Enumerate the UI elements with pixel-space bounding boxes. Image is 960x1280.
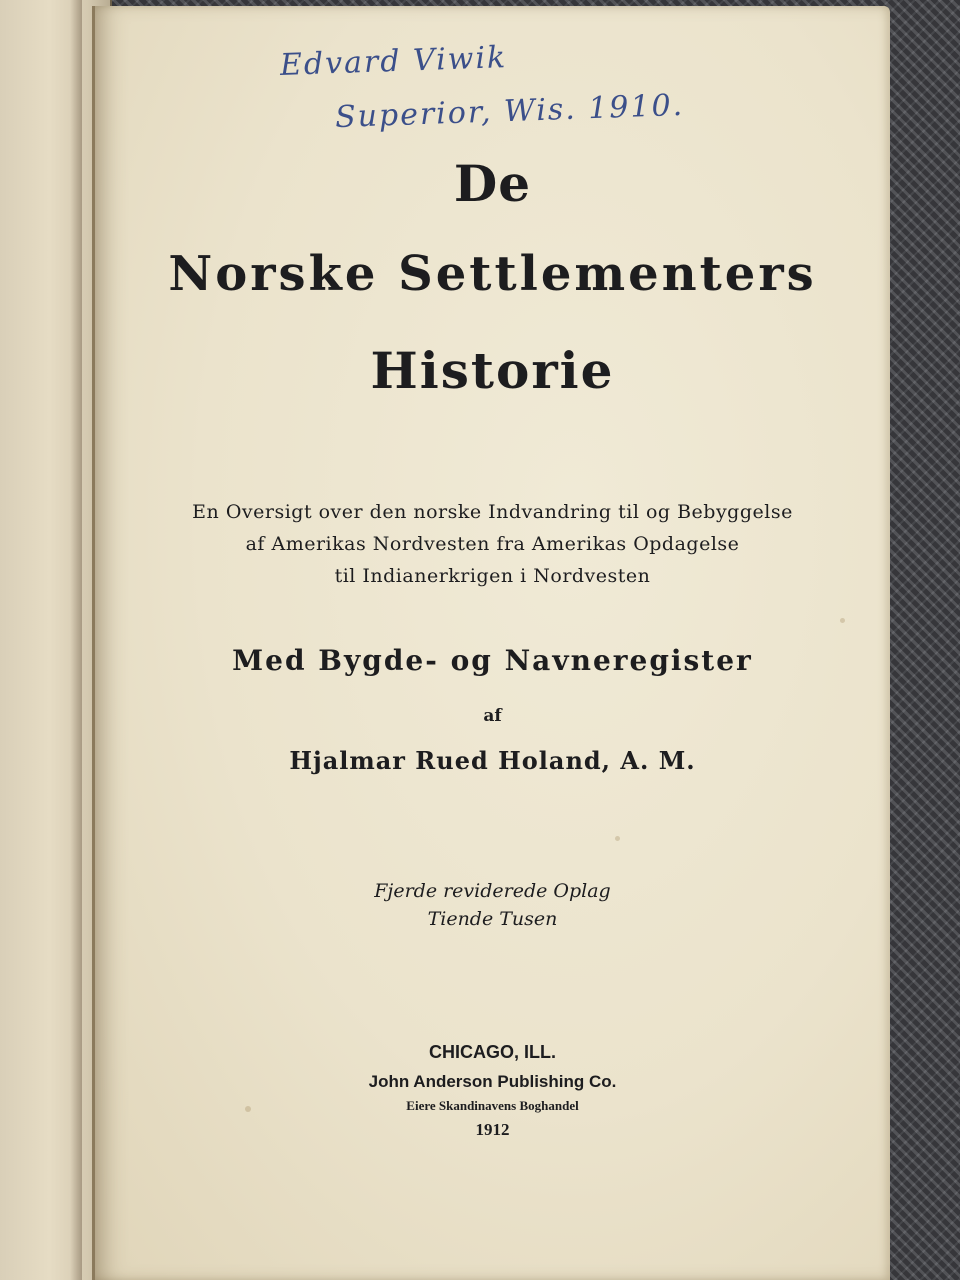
subtitle-line-2: af Amerikas Nordvesten fra Amerikas Opdagelse (245, 533, 740, 555)
imprint-owners: Eiere Skandinavens Boghandel (406, 1098, 579, 1113)
title-line-1: De (453, 154, 532, 213)
handwritten-inscription-place: Superior, Wis. 1910. (334, 87, 685, 136)
title-page (92, 6, 890, 1280)
subtitle-line-3: til Indianerkrigen i Nordvesten (334, 565, 651, 587)
imprint-publisher: John Anderson Publishing Co. (368, 1072, 617, 1091)
author-name: Hjalmar Rued Holand, A. M. (289, 746, 696, 775)
edition-line-2: Tiende Tusen (427, 908, 558, 930)
foxing-spot (615, 836, 620, 841)
imprint-year: 1912 (475, 1120, 510, 1139)
handwritten-inscription-name: Edvard Viwik (279, 40, 508, 83)
by-line: af (483, 706, 502, 726)
subtitle-line-1: En Oversigt over den norske Indvandring til og Bebyggelse (192, 501, 793, 523)
page-gutter-shadow (70, 0, 82, 1280)
imprint-city: CHICAGO, ILL. (429, 1042, 556, 1062)
title-line-2: Norske Settlementers (168, 246, 817, 302)
title-line-3: Historie (370, 341, 615, 400)
foxing-spot (840, 618, 845, 623)
edition-line-1: Fjerde reviderede Oplag (374, 880, 611, 902)
register-line: Med Bygde- og Navneregister (232, 644, 753, 677)
